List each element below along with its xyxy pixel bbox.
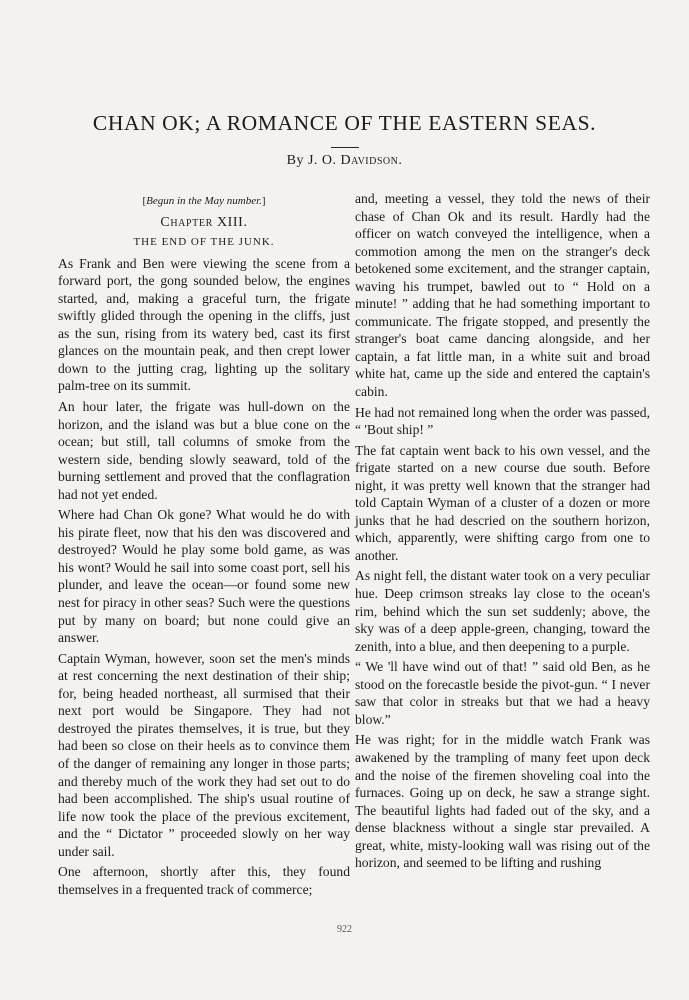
article-title: CHAN OK; A ROMANCE OF THE EASTERN SEAS.: [92, 111, 597, 135]
paragraph: Where had Chan Ok gone? What would he do with his pirate fleet, now that his den was discovered and destroyed? Would he play some bold game, as was his wont? Would he sail into some coast port, sell his plunder, and leave the ocean—or found some new nest for piracy in other seas? Such were the questions put by many on board; but none could give an answer.: [58, 507, 350, 646]
paragraph: As Frank and Ben were viewing the scene from a forward port, the gong sounded below, the engines started, and, making a graceful turn, the frigate swiftly glided through the opening in the cliffs, just as the sun, rising from its watery bed, cast its first glances on the mountain peak, and then crept lower down to the jutting crag, lighting up the solitary palm-tree on its summit.: [58, 255, 350, 394]
paragraph: and, meeting a vessel, they told the news of their chase of Chan Ok and its result. Hardly had the officer on watch conveyed the intelligence, when a commotion among the men on the stranger's deck betokened some excitement, and the stranger captain, waving his trumpet, bawled out to “ Hold on a minute! ” adding that he had something important to communicate. The frigate stopped, and presently the stranger's boat came dancing alongside, and her captain, a fat little man, in a white suit and broad white hat, came up the side and entered the captain's cabin.: [355, 191, 650, 400]
paragraph: He was right; for in the middle watch Frank was awakened by the trampling of many feet upon deck and the noise of the firemen shoveling coal into the furnaces. Going up on deck, he saw a strange sight. The beautiful lights had faded out of the sky, and a dense blackness without a single star prevailed. A great, white, misty-looking wall was rising out of the horizon, and seemed to be lifting and rushing: [355, 732, 650, 871]
right-body: [355, 190, 650, 872]
chapter-subtitle: THE END OF THE JUNK.: [133, 236, 275, 249]
paragraph: The fat captain went back to his own vessel, and the frigate started on a new course due south. Before night, it was pretty well known that the stranger had told Captain Wyman of a cluster of a dozen or more junks that he had descried on the southern horizon, which, apparently, were shifting cargo from one to another.: [355, 442, 650, 563]
paragraph: An hour later, the frigate was hull-down on the horizon, and the island was but a blue cone on the ocean; but still, tall columns of smoke from the western side, bending slowly seaward, told of the burning settlement and proved that the conflagration had not yet ended.: [58, 399, 350, 502]
title-rule: [331, 147, 359, 148]
serial-note: [Begun in the May number.]: [142, 195, 266, 207]
paragraph: He had not remained long when the order was passed, “ 'Bout ship! ”: [355, 404, 650, 438]
paragraph: “ We 'll have wind out of that! ” said old Ben, as he stood on the forecastle beside the pivot-gun. “ I never saw that color in streaks but that we had a heavy blow.”: [355, 659, 650, 727]
left-body: [58, 255, 350, 899]
byline-prefix: By: [286, 153, 304, 168]
right-column: [355, 190, 650, 875]
paragraph: One afternoon, shortly after this, they found themselves in a frequented track of commerce;: [58, 864, 350, 897]
left-column: [58, 193, 350, 901]
paragraph: As night fell, the distant water took on a very peculiar hue. Deep crimson streaks lay close to the ocean's rim, behind which the sun set suddenly; above, the sky was of a deep apple-green, changing, toward the zenith, into a blue, and then deepening to a purple.: [355, 568, 650, 654]
chapter-heading: Chapter XIII.: [160, 214, 248, 230]
byline-author: J. O. Davidson.: [307, 153, 403, 168]
byline: [0, 153, 689, 169]
page-number: 922: [337, 924, 352, 935]
paragraph: Captain Wyman, however, soon set the men's minds at rest concerning the next destination of their ship; for, being headed northeast, all surmised that their next port would be Singapore. They had not destroyed the pirates themselves, it is true, but they had been so close on their heels as to convince them of the danger of remaining any longer in those parts; and thereby much of the work they had set out to do had been accomplished. The ship's usual routine of life now took the place of the previous excitement, and the “ Dictator ” proceeded slowly on her way under sail.: [58, 650, 350, 859]
